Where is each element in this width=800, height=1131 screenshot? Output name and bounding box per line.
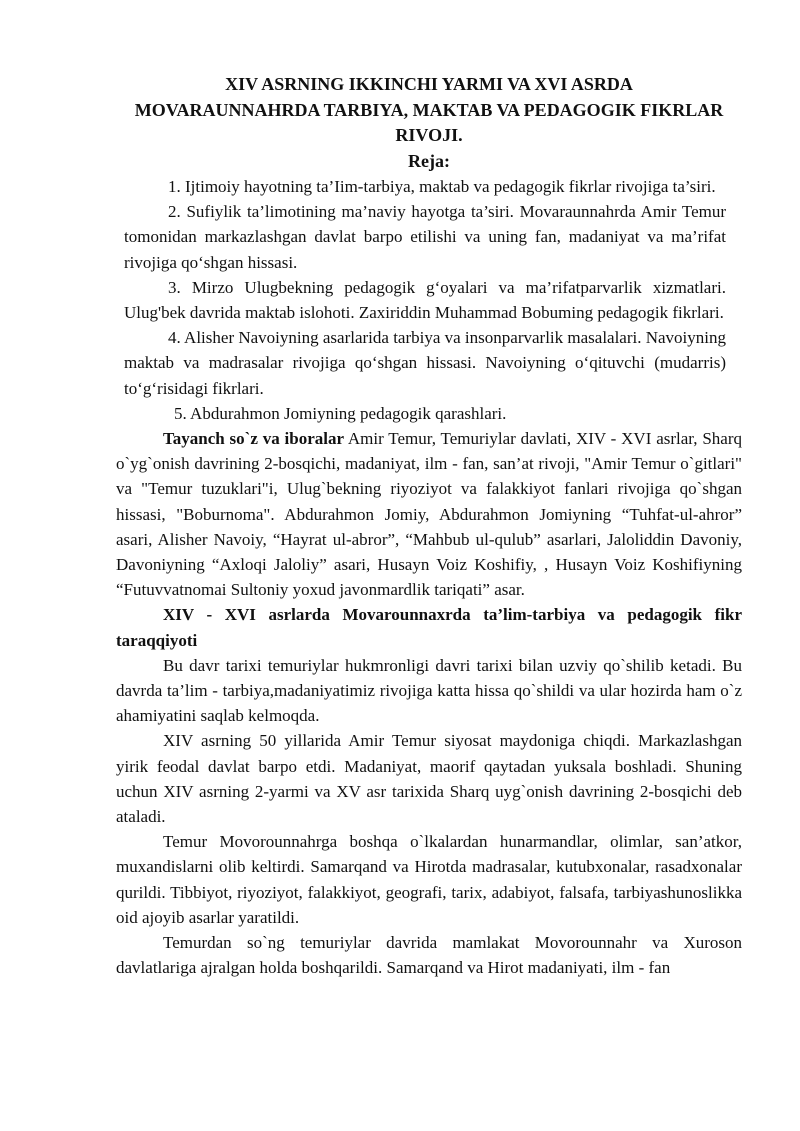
plan-item-3: 3. Mirzo Ulugbekning pedagogik g‘oyalari va ma’rifatparvarlik xizmatlari. Ulug'bek davrida maktab islohoti. Zaxiriddin Muhammad Bobuming pedagogik fikrlari. [124, 277, 726, 323]
title-line-3: RIVOJI. [395, 125, 463, 145]
keywords-paragraph [116, 426, 742, 602]
plan-item-1: 1. Ijtimoiy hayotning ta’Iim-tarbiya, maktab va pedagogik fikrlar rivojiga ta’siri. [168, 177, 716, 196]
section-paragraph-4: Temurdan so`ng temuriylar davrida mamlakat Movorounnahr va Xuroson davlatlariga ajralgan holda boshqarildi. Samarqand va Hirot madaniyati, ilm - fan [116, 933, 742, 978]
plan-heading: Reja: [408, 150, 450, 171]
plan-list [116, 174, 742, 426]
section-paragraph-2: XIV asrning 50 yillarida Amir Temur siyosat maydoniga chiqdi. Markazlashgan yirik feodal davlat barpo etdi. Madaniyat, maorif qaytadan yuksala boshladi. Shuning uchun XIV asrning 2-yarmi va XV asr tarixida Sharq uyg`onish davrining 2-bosqichi deb ataladi. [116, 731, 742, 827]
title-line-2: MOVARAUNNAHRDA TARBIYA, MAKTAB VA PEDAGOGIK FIKRLAR [134, 99, 724, 120]
keywords-label: Tayanch so`z va iboralar [163, 429, 345, 449]
title-line-1: XIV ASRNING IKKINCHI YARMI VA XVI ASRDA [225, 74, 633, 94]
plan-item-2: 2. Sufiylik ta’limotining ma’naviy hayotga ta’siri. Movaraunnahrda Amir Temur tomonidan markazlashgan davlat barpo etilishi va uning fan, madaniyat va ma’rifat rivojiga qo‘shgan hissasi. [124, 202, 726, 272]
plan-item-5: 5. Abdurahmon Jomiyning pedagogik qarashlari. [174, 403, 507, 423]
section-paragraph-3: Temur Movorounnahrga boshqa o`lkalardan hunarmandlar, olimlar, san’atkor, muxandislarni olib keltirdi. Samarqand va Hirotda madrasalar, kutubxonalar, rasadxonalar qurildi. Tibbiyot, riyoziyot, falakkiyot, geografi, tarix, adabiyot, falsafa, tarbiyashunoslikka oid ajoyib asarlar yaratildi. [116, 832, 742, 927]
keywords-text: Amir Temur, Temuriylar davlati, XIV - XVI asrlar, Sharq o`yg`onish davrining 2-bosqichi, madaniyat, ilm - fan, san’at rivoji, "Amir Temur o`gitlari" va "Temur tuzuklari"i, Ulug`bekning riyoziyot va falakkiyot fanlari rivojiga qo`shgan hissasi, "Boburnoma". Abdurahmon Jomiy, Abdurahmon Jomiyning “Tuhfat-ul-ahror” asari, Alisher Navoiy, “Hayrat ul-abror”, “Mahbub ul-qulub” asarlari, Jaloliddin Davoniy, Davoniyning “Axloqi Jaloliy” asari, Husayn Voiz Koshifiy, , Husayn Voiz Koshifiyning “Futuvvatnomai Sultoniy yoxud javonmardlik tariqati” asar. [116, 429, 742, 600]
section-paragraph-1: Bu davr tarixi temuriylar hukmronligi davri tarixi bilan uzviy qo`shilib ketadi. Bu davrda ta’lim - tarbiya,madaniyatimiz rivojiga katta hissa qo`shildi va ular hozirda ham o`z ahamiyatini saqlab kelmoqda. [116, 655, 742, 726]
plan-item-4: 4. Alisher Navoiyning asarlarida tarbiya va insonparvarlik masalalari. Navoiyning maktab va madrasalar rivojiga qo‘shgan hissasi. Navoiyning o‘qituvchi (mudarris) to‘g‘risidagi fikrlari. [124, 328, 727, 398]
document-title [116, 72, 742, 149]
section-heading: XIV - XVI asrlarda Movarounnaxrda ta’lim-tarbiya va pedagogik fikr taraqqiyoti [116, 605, 742, 650]
